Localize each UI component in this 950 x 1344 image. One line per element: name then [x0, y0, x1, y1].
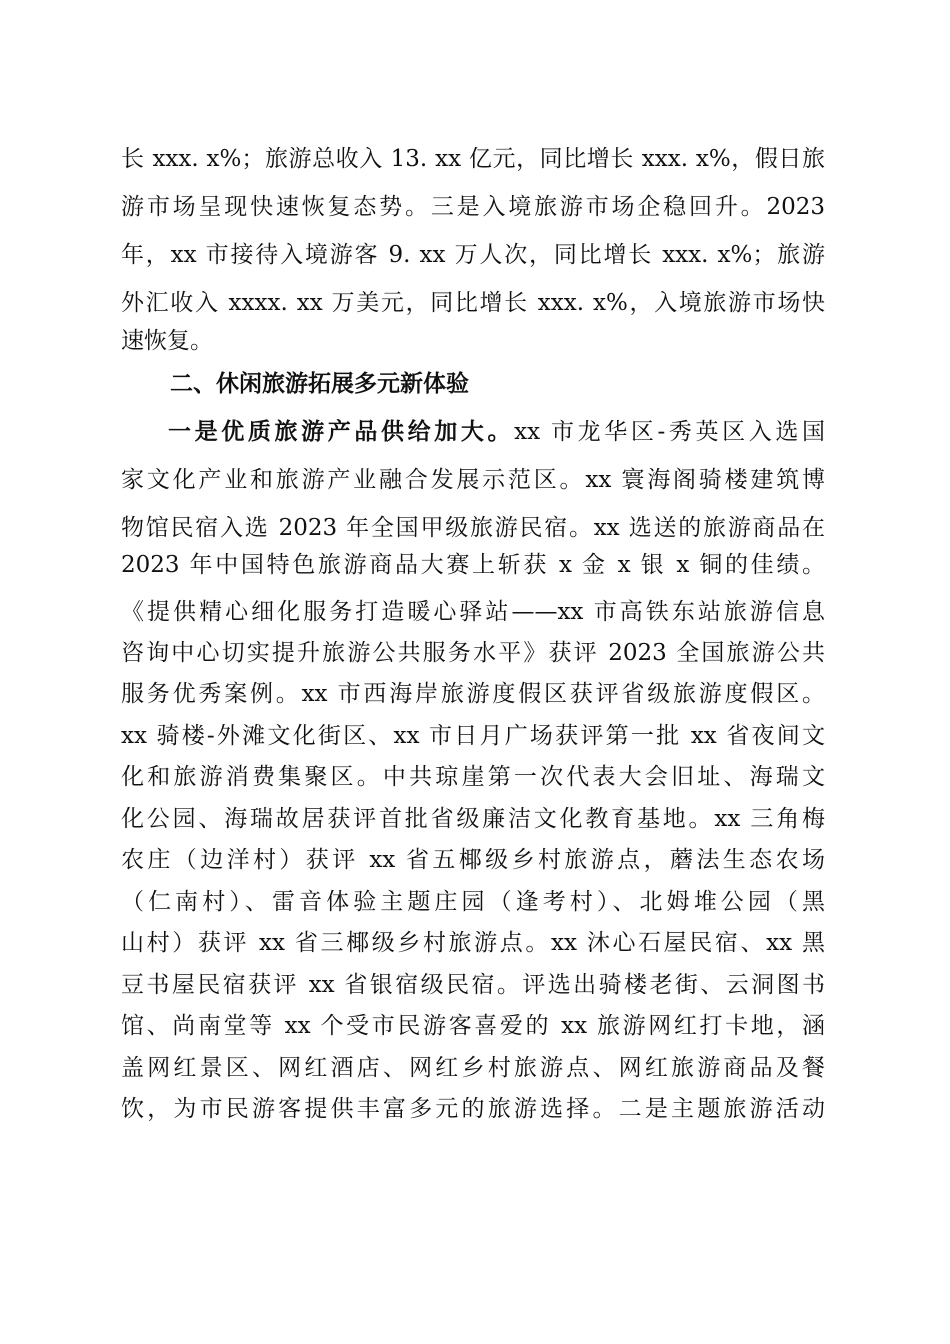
- paragraph-1-line-4: 外汇收入 xxxx. xx 万美元，同比增长 xxx. x%，入境旅游市场快: [121, 290, 825, 316]
- paragraph-2-line-3: 物馆民宿入选 2023 年全国甲级旅游民宿。xx 选送的旅游商品在: [121, 515, 825, 541]
- paragraph-2-line-7: 服务优秀案例。xx 市西海岸旅游度假区获评省级旅游度假区。: [121, 681, 825, 707]
- paragraph-2-line-4: 2023 年中国特色旅游商品大赛上斩获 x 金 x 银 x 铜的佳绩。: [121, 552, 825, 578]
- paragraph-2-line-9: 化和旅游消费集聚区。中共琼崖第一次代表大会旧址、海瑞文: [121, 764, 825, 790]
- section-heading: 二、休闲旅游拓展多元新体验: [170, 371, 469, 397]
- paragraph-2-line-17: 饮，为市民游客提供丰富多元的旅游选择。二是主题旅游活动: [121, 1096, 825, 1122]
- paragraph-2-line-5: 《提供精心细化服务打造暖心驿站——xx 市高铁东站旅游信息: [121, 599, 825, 625]
- paragraph-2-line-11: 农庄（边洋村）获评 xx 省五椰级乡村旅游点，蘑法生态农场: [121, 847, 825, 873]
- paragraph-2-line-14: 豆书屋民宿获评 xx 省银宿级民宿。评选出骑楼老街、云洞图书: [121, 972, 825, 998]
- paragraph-2-line-16: 盖网红景区、网红酒店、网红乡村旅游点、网红旅游商品及餐: [121, 1055, 825, 1081]
- paragraph-1-line-3: 年，xx 市接待入境游客 9. xx 万人次，同比增长 xxx. x%；旅游: [121, 242, 825, 268]
- paragraph-2-line-2: 家文化产业和旅游产业融合发展示范区。xx 寰海阁骑楼建筑博: [121, 467, 825, 493]
- paragraph-2-line-12: （仁南村）、雷音体验主题庄园（逢考村）、北姆堆公园（黑: [121, 889, 825, 915]
- paragraph-2-line-13: 山村）获评 xx 省三椰级乡村旅游点。xx 沐心石屋民宿、xx 黑: [121, 930, 825, 956]
- paragraph-2-line-15: 馆、尚南堂等 xx 个受市民游客喜爱的 xx 旅游网红打卡地，涵: [121, 1013, 825, 1039]
- paragraph-1-line-5: 速恢复。: [121, 328, 213, 354]
- paragraph-2-line-6: 咨询中心切实提升旅游公共服务水平》获评 2023 全国旅游公共: [121, 640, 825, 666]
- paragraph-2-line-8: xx 骑楼-外滩文化街区、xx 市日月广场获评第一批 xx 省夜间文: [121, 723, 825, 749]
- paragraph-2-line-1: [168, 412, 825, 452]
- paragraph-1-line-2: 游市场呈现快速恢复态势。三是入境旅游市场企稳回升。2023: [121, 194, 825, 220]
- paragraph-1-line-1: 长 xxx. x%；旅游总收入 13. xx 亿元，同比增长 xxx. x%，假日旅: [121, 146, 825, 172]
- paragraph-2-lead: 一是优质旅游产品供给加大。: [168, 419, 515, 445]
- paragraph-2-line-10: 化公园、海瑞故居获评首批省级廉洁文化教育基地。xx 三角梅: [121, 806, 825, 832]
- paragraph-2-first-line-rest: xx 市龙华区-秀英区入选国: [514, 419, 825, 445]
